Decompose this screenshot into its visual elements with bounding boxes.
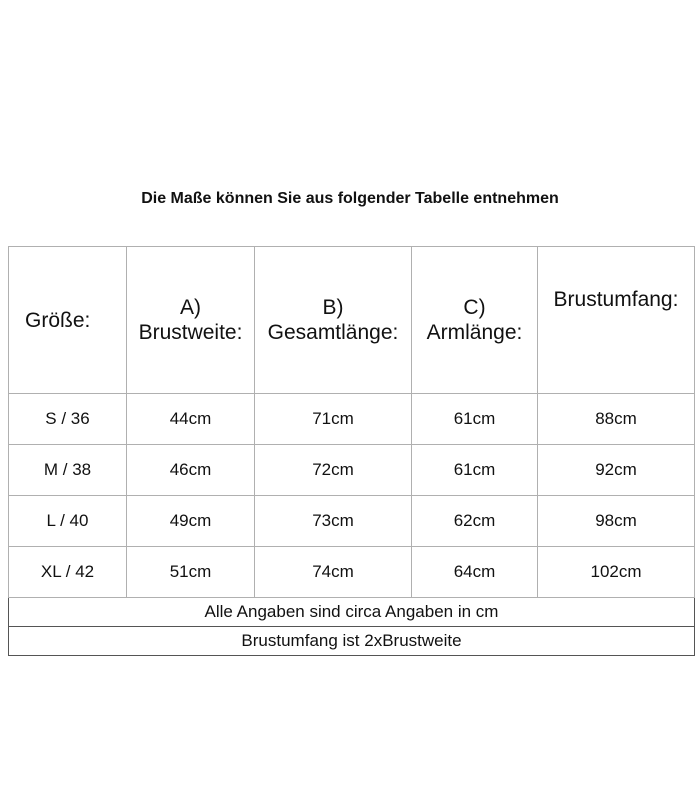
header-chest-width-letter: A) — [180, 296, 201, 319]
table-row — [9, 547, 695, 598]
chest-circumference-cell: 102cm — [538, 547, 695, 598]
chest-circumference-cell: 88cm — [538, 394, 695, 445]
header-chest-circumference-label: Brustumfang: — [553, 288, 679, 311]
sleeve-length-cell: 64cm — [412, 547, 538, 598]
size-table — [8, 246, 695, 656]
chest-width-cell: 49cm — [127, 496, 255, 547]
note-approximate-values: Alle Angaben sind circa Angaben in cm — [9, 598, 695, 627]
table-header-row — [9, 247, 695, 394]
chest-width-cell: 51cm — [127, 547, 255, 598]
header-total-length-letter: B) — [322, 296, 344, 319]
table-row — [9, 496, 695, 547]
total-length-cell: 71cm — [255, 394, 412, 445]
header-cell-chest-width — [127, 247, 255, 394]
sleeve-length-cell: 61cm — [412, 394, 538, 445]
total-length-cell: 73cm — [255, 496, 412, 547]
sleeve-length-cell: 61cm — [412, 445, 538, 496]
chest-circumference-cell: 92cm — [538, 445, 695, 496]
header-cell-size — [9, 247, 127, 394]
chest-width-cell: 46cm — [127, 445, 255, 496]
header-size-label: Größe: — [25, 308, 91, 332]
sleeve-length-cell: 62cm — [412, 496, 538, 547]
header-total-length-label: Gesamtlänge: — [267, 321, 399, 344]
table-row — [9, 394, 695, 445]
header-cell-sleeve-length — [412, 247, 538, 394]
size-cell: L / 40 — [9, 496, 127, 547]
table-note-row — [9, 598, 695, 627]
page-title: Die Maße können Sie aus folgender Tabelle entnehmen — [141, 190, 559, 207]
size-cell: S / 36 — [9, 394, 127, 445]
size-cell: M / 38 — [9, 445, 127, 496]
total-length-cell: 72cm — [255, 445, 412, 496]
chest-circumference-cell: 98cm — [538, 496, 695, 547]
chest-width-cell: 44cm — [127, 394, 255, 445]
note-chest-circumference: Brustumfang ist 2xBrustweite — [9, 627, 695, 656]
header-sleeve-length-letter: C) — [463, 296, 486, 319]
header-cell-total-length — [255, 247, 412, 394]
header-sleeve-length-label: Armlänge: — [426, 321, 523, 344]
size-cell: XL / 42 — [9, 547, 127, 598]
table-note-row — [9, 627, 695, 656]
table-row — [9, 445, 695, 496]
total-length-cell: 74cm — [255, 547, 412, 598]
header-cell-chest-circumference — [538, 247, 695, 394]
header-chest-width-label: Brustweite: — [138, 321, 243, 344]
